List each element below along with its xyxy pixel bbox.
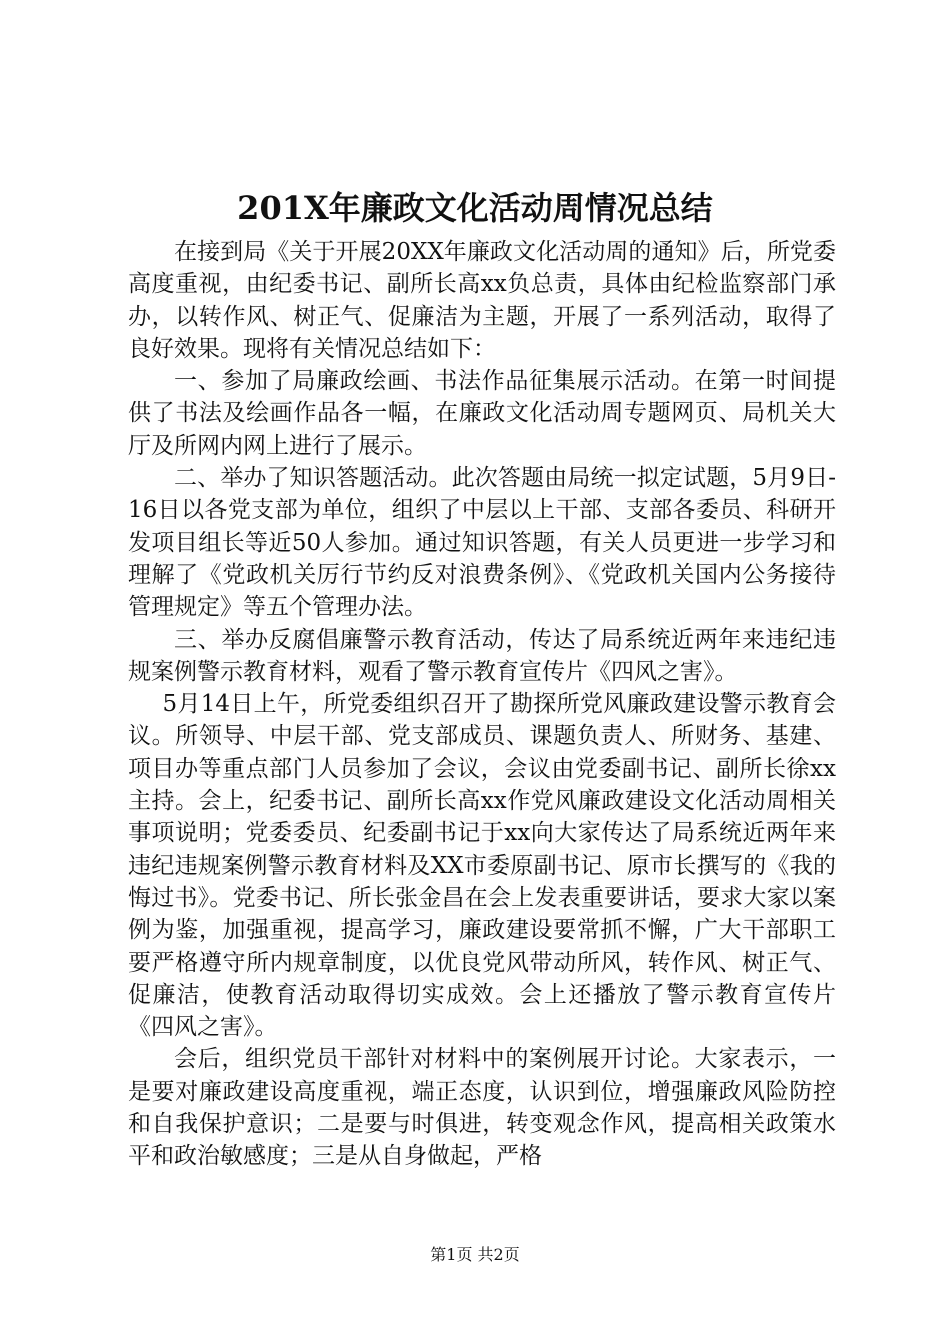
paragraph-intro: 在接到局《关于开展20XX年廉政文化活动周的通知》后，所党委高度重视，由纪委书记、副所长高xx负总责，具体由纪检监察部门承办，以转作风、树正气、促廉洁为主题，开展了一系列活动，取得了良好效果。现将有关情况总结如下： [128,239,836,362]
paragraph-section-1: 一、参加了局廉政绘画、书法作品征集展示活动。在第一时间提供了书法及绘画作品各一幅，在廉政文化活动周专题网页、局机关大厅及所网内网上进行了展示。 [128,368,836,459]
page-number-footer: 第1页 共2页 [430,1245,520,1264]
paragraph-meeting: 5月14日上午，所党委组织召开了勘探所党风廉政建设警示教育会议。所领导、中层干部、党支部成员、课题负责人、所财务、基建、项目办等重点部门人员参加了会议，会议由党委副书记、副所长徐xx主持。会上，纪委书记、副所长高xx作党风廉政建设文化活动周相关事项说明；党委委员、纪委副书记于xx向大家传达了局系统近两年来违纪违规案例警示教育材料及XX市委原副书记、原市长撰写的《我的悔过书》。党委书记、所长张金昌在会上发表重要讲话，要求大家以案例为鉴，加强重视，提高学习，廉政建设要常抓不懈，广大干部职工要严格遵守所内规章制度，以优良党风带动所风，转作风、树正气、促廉洁，使教育活动取得切实成效。会上还播放了警示教育宣传片《四风之害》。 [128,691,836,1041]
paragraph-section-3: 三、举办反腐倡廉警示教育活动，传达了局系统近两年来违纪违规案例警示教育材料，观看了警示教育宣传片《四风之害》。 [128,626,836,685]
paragraph-section-2: 二、举办了知识答题活动。此次答题由局统一拟定试题，5月9日-16日以各党支部为单位，组织了中层以上干部、支部各委员、科研开发项目组长等近50人参加。通过知识答题，有关人员更进一步学习和理解了《党政机关厉行节约反对浪费条例》、《党政机关国内公务接待管理规定》等五个管理办法。 [128,465,836,621]
paragraph-discussion: 会后，组织党员干部针对材料中的案例展开讨论。大家表示，一是要对廉政建设高度重视，端正态度，认识到位，增强廉政风险防控和自我保护意识；二是要与时俱进，转变观念作风，提高相关政策水平和政治敏感度；三是从自身做起，严格 [128,1046,836,1170]
document-title: 201X年廉政文化活动周情况总结 [237,189,713,227]
document-body [128,236,836,1173]
